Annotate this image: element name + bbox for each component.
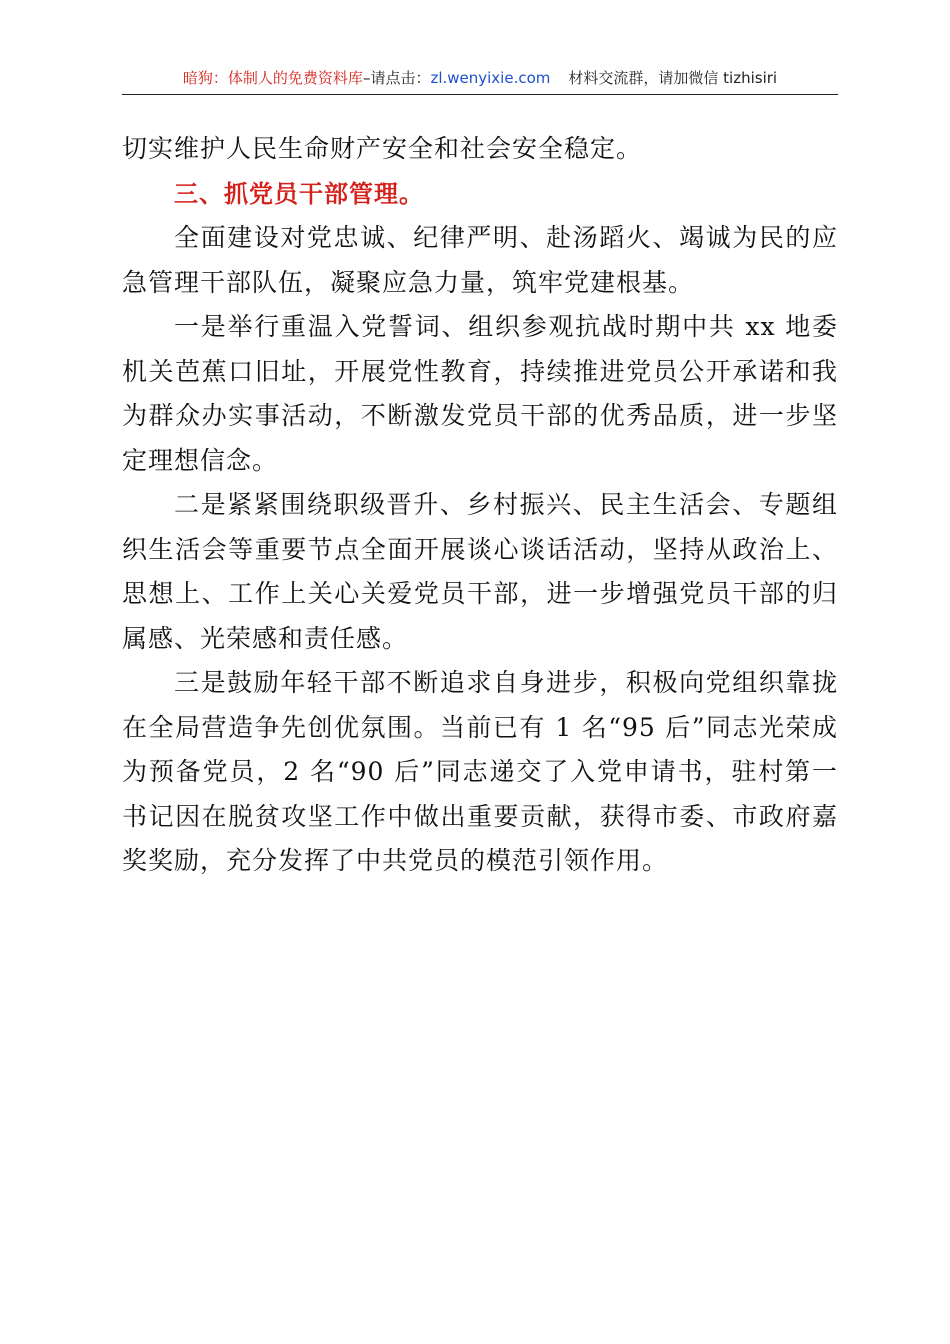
header-url-link[interactable]: zl.wenyixie.com (430, 69, 551, 87)
page-header (122, 62, 838, 95)
paragraph-2: 一是举行重温入党誓词、组织参观抗战时期中共 xx 地委机关芭蕉口旧址，开展党性教育，持续推进党员公开承诺和我为群众办实事活动，不断激发党员干部的优秀品质，进一步坚定理想信念。 (122, 312, 838, 475)
section-heading: 三、抓党员干部管理。 (174, 179, 424, 208)
header-click-prompt: –请点击： (362, 69, 431, 87)
paragraph-1: 全面建设对党忠诚、纪律严明、赴汤蹈火、竭诚为民的应急管理干部队伍，凝聚应急力量，筑牢党建根基。 (122, 223, 838, 297)
header-brand: 暗狗：体制人的免费资料库 (182, 69, 363, 87)
document-body (122, 127, 838, 884)
intro-continuation: 切实维护人民生命财产安全和社会安全稳定。 (122, 134, 643, 163)
header-contact: 材料交流群，请加微信 tizhisiri (568, 69, 778, 87)
paragraph-3: 二是紧紧围绕职级晋升、乡村振兴、民主生活会、专题组织生活会等重要节点全面开展谈心谈话活动，坚持从政治上、思想上、工作上关心关爱党员干部，进一步增强党员干部的归属感、光荣感和责任感。 (122, 490, 838, 653)
paragraph-4: 三是鼓励年轻干部不断追求自身进步，积极向党组织靠拢在全局营造争先创优氛围。当前已有 1 名“95 后”同志光荣成为预备党员，2 名“90 后”同志递交了入党申请书，驻村第一书记因在脱贫攻坚工作中做出重要贡献，获得市委、市政府嘉奖奖励，充分发挥了中共党员的模范引领作用。 (122, 668, 838, 875)
